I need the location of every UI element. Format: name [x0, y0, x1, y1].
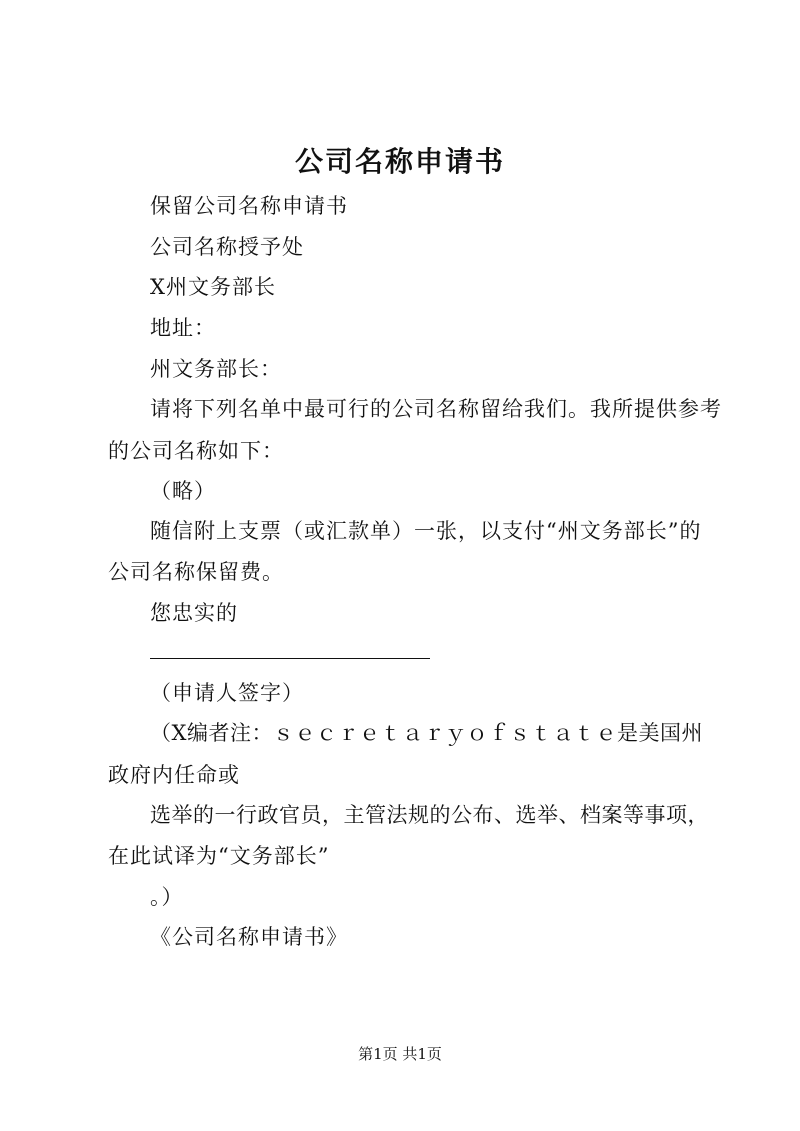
text-line-recipient: X州文务部长 [150, 275, 276, 299]
text-line-body-3: 随信附上支票（或汇款单）一张，以支付“州文务部长”的 [150, 519, 702, 543]
text-line-note-end: 。） [150, 885, 184, 909]
page-title: 公司名称申请书 [294, 145, 505, 178]
text-line-note-1: （X编者注：ｓｅｃｒｅｔａｒｙｏｆｓｔａｔｅ是美国州 [150, 721, 703, 745]
page-footer: 第1页 共1页 [358, 1045, 442, 1063]
text-line-omitted: （略） [150, 479, 216, 503]
text-line-body-2: 的公司名称如下： [108, 439, 284, 463]
text-line-closing: 您忠实的 [150, 601, 238, 625]
text-line-signature-label: （申请人签字） [150, 681, 304, 705]
signature-line [150, 658, 430, 659]
text-line-salutation: 州文务部长： [150, 357, 282, 381]
text-line-heading: 保留公司名称申请书 [150, 194, 348, 218]
text-line-note-4: 在此试译为“文务部长” [108, 844, 330, 868]
text-line-addressee: 公司名称授予处 [150, 235, 304, 259]
text-line-body-1: 请将下列名单中最可行的公司名称留给我们。我所提供参考 [150, 397, 722, 421]
text-line-note-3: 选举的一行政官员，主管法规的公布、选举、档案等事项， [150, 803, 709, 827]
text-line-note-2: 政府内任命或 [108, 763, 240, 787]
text-line-body-4: 公司名称保留费。 [108, 560, 284, 584]
text-line-document-name: 《公司名称申请书》 [150, 925, 348, 949]
text-line-address: 地址： [150, 316, 216, 340]
